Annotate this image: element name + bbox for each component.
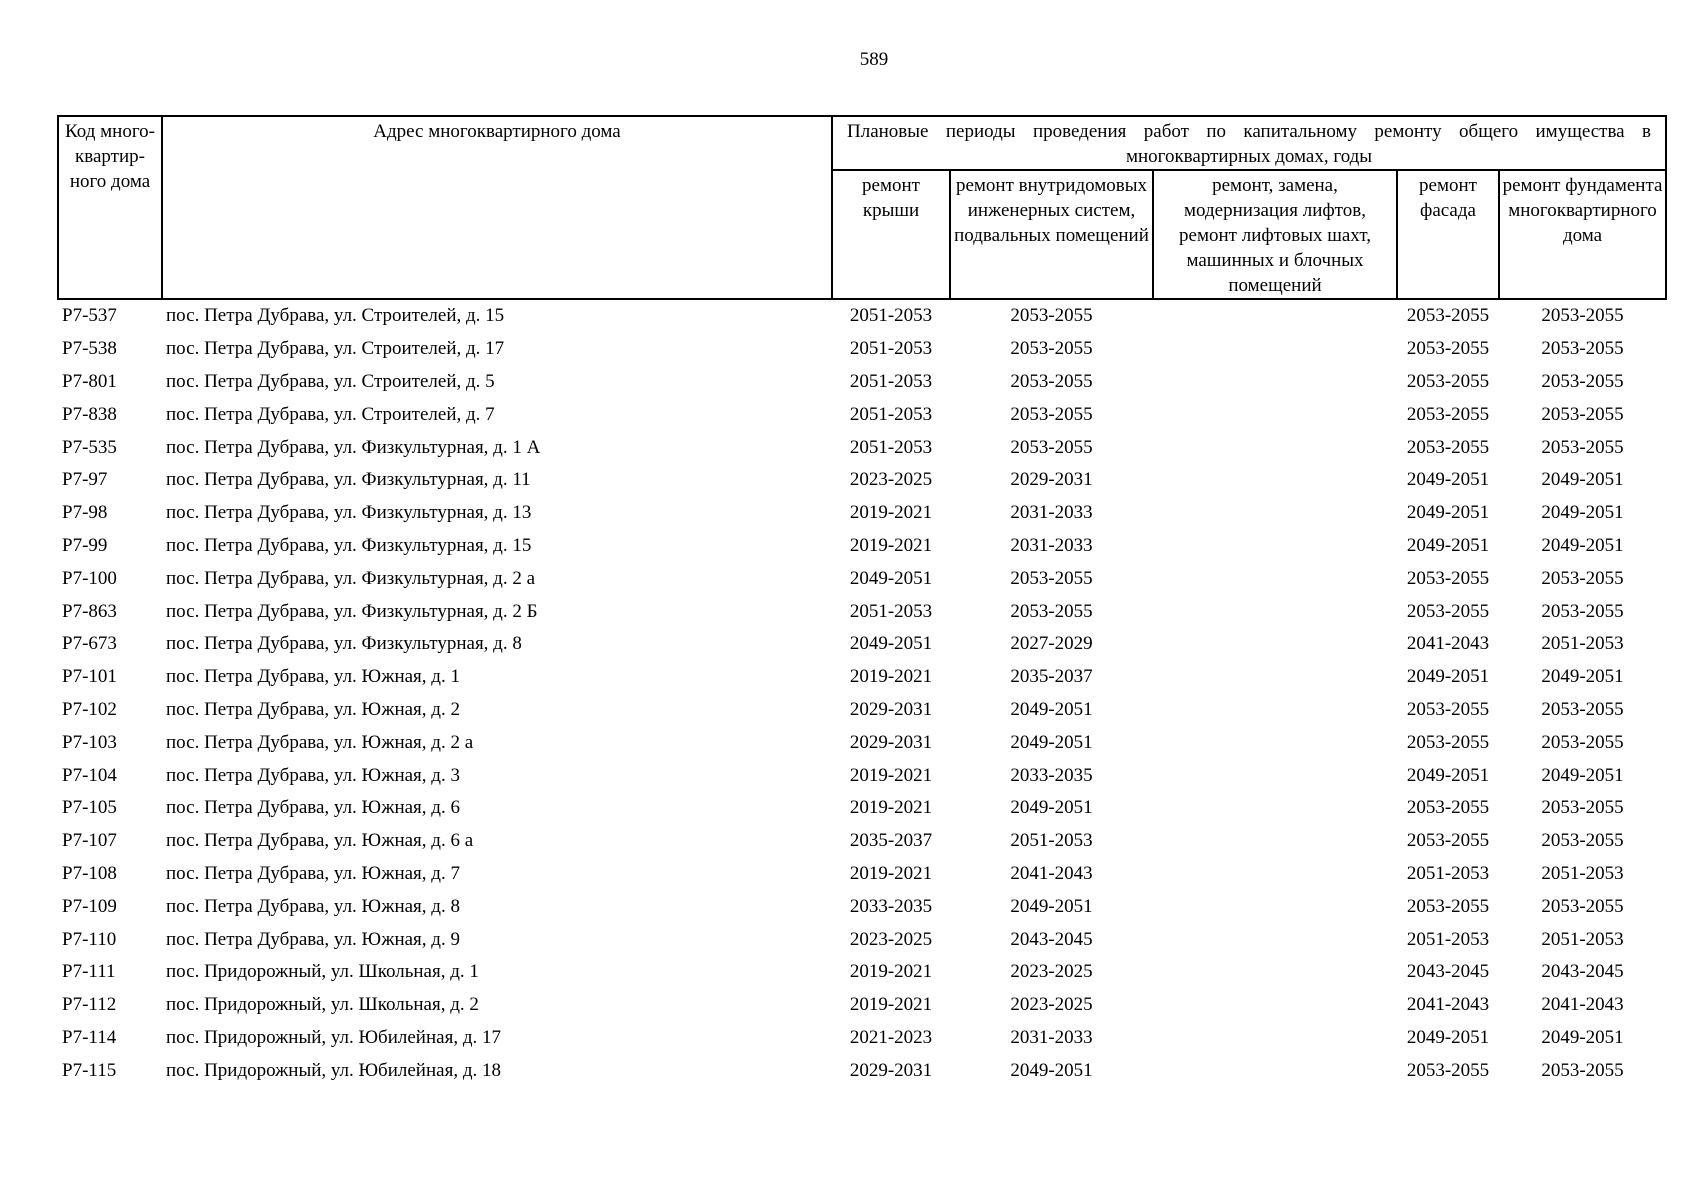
cell-elevators: [1153, 1054, 1397, 1087]
header-periods-text: Плановые периоды проведения работ по капитальному ремонту общего имущества в многоквартирных домах, годы: [847, 121, 1652, 167]
cell-engineering: 2023-2025: [1010, 994, 1093, 1016]
cell-elevators: [1153, 431, 1397, 464]
cell-facade: 2049-2051: [1406, 534, 1490, 556]
cell-facade: 2053-2055: [1406, 731, 1490, 753]
cell-foundation: 2043-2045: [1541, 961, 1624, 983]
table-row: [58, 530, 1666, 563]
cell-address: пос. Петра Дубрава, ул. Южная, д. 2: [166, 698, 460, 720]
cell-address: пос. Петра Дубрава, ул. Южная, д. 3: [166, 764, 460, 786]
cell-roof: 2029-2031: [849, 1059, 933, 1081]
cell-roof: 2019-2021: [849, 994, 933, 1016]
cell-roof: 2051-2053: [849, 436, 933, 458]
cell-roof: 2051-2053: [849, 403, 933, 425]
table-row: [58, 890, 1666, 923]
cell-foundation: 2051-2053: [1541, 633, 1624, 655]
cell-elevators: [1153, 759, 1397, 792]
cell-roof: 2021-2023: [849, 1026, 933, 1048]
cell-elevators: [1153, 333, 1397, 366]
cell-roof: 2019-2021: [849, 764, 933, 786]
table-row: [58, 923, 1666, 956]
cell-address: пос. Петра Дубрава, ул. Физкультурная, д. 2 Б: [166, 600, 538, 622]
cell-roof: 2051-2053: [849, 305, 933, 327]
cell-facade: 2053-2055: [1406, 338, 1490, 360]
cell-facade: 2053-2055: [1406, 403, 1490, 425]
table-row: [58, 299, 1666, 333]
page-number: 589: [859, 49, 889, 70]
cell-address: пос. Петра Дубрава, ул. Физкультурная, д. 11: [166, 469, 531, 491]
cell-code: Р7-99: [62, 534, 108, 556]
cell-facade: 2049-2051: [1406, 764, 1490, 786]
cell-elevators: [1153, 464, 1397, 497]
cell-code: Р7-102: [62, 698, 117, 720]
cell-elevators: [1153, 825, 1397, 858]
cell-elevators: [1153, 694, 1397, 727]
cell-address: пос. Петра Дубрава, ул. Южная, д. 1: [166, 666, 460, 688]
cell-code: Р7-100: [62, 567, 117, 589]
header-engineering: ремонт внутридомовых инженерных систем, подвальных помещений: [950, 170, 1153, 299]
table-row: [58, 694, 1666, 727]
cell-roof: 2019-2021: [849, 502, 933, 524]
table-row: [58, 825, 1666, 858]
cell-foundation: 2049-2051: [1541, 502, 1624, 524]
cell-roof: 2051-2053: [849, 370, 933, 392]
cell-foundation: 2053-2055: [1541, 797, 1624, 819]
table-row: [58, 858, 1666, 891]
cell-address: пос. Придорожный, ул. Школьная, д. 1: [166, 961, 479, 983]
cell-engineering: 2043-2045: [1010, 928, 1093, 950]
cell-elevators: [1153, 858, 1397, 891]
cell-address: пос. Петра Дубрава, ул. Южная, д. 6 а: [166, 830, 474, 852]
cell-engineering: 2033-2035: [1010, 764, 1093, 786]
cell-engineering: 2053-2055: [1010, 567, 1093, 589]
header-elevators: ремонт, замена, модернизация лифтов, ремонт лифтовых шахт, машинных и блочных помещений: [1153, 170, 1397, 299]
table-row: [58, 595, 1666, 628]
cell-facade: 2053-2055: [1406, 830, 1490, 852]
cell-foundation: 2049-2051: [1541, 666, 1624, 688]
cell-roof: 2029-2031: [849, 731, 933, 753]
table-row: [58, 333, 1666, 366]
cell-elevators: [1153, 661, 1397, 694]
cell-roof: 2019-2021: [849, 862, 933, 884]
cell-facade: 2049-2051: [1406, 502, 1490, 524]
cell-code: Р7-537: [62, 305, 117, 327]
cell-foundation: 2053-2055: [1541, 895, 1624, 917]
cell-code: Р7-838: [62, 403, 117, 425]
cell-code: Р7-107: [62, 830, 117, 852]
cell-address: пос. Петра Дубрава, ул. Физкультурная, д. 13: [166, 502, 532, 524]
header-periods: [832, 116, 1666, 170]
cell-engineering: 2051-2053: [1010, 830, 1093, 852]
cell-foundation: 2051-2053: [1541, 862, 1624, 884]
cell-code: Р7-673: [62, 633, 117, 655]
table-row: [58, 562, 1666, 595]
cell-engineering: 2023-2025: [1010, 961, 1093, 983]
cell-elevators: [1153, 792, 1397, 825]
cell-elevators: [1153, 497, 1397, 530]
cell-code: Р7-105: [62, 797, 117, 819]
cell-elevators: [1153, 398, 1397, 431]
cell-elevators: [1153, 923, 1397, 956]
cell-roof: 2023-2025: [849, 928, 933, 950]
table-row: [58, 661, 1666, 694]
cell-address: пос. Петра Дубрава, ул. Строителей, д. 15: [166, 305, 505, 327]
cell-code: Р7-111: [62, 961, 116, 983]
cell-foundation: 2049-2051: [1541, 764, 1624, 786]
cell-roof: 2033-2035: [849, 895, 933, 917]
cell-engineering: 2027-2029: [1010, 633, 1093, 655]
cell-address: пос. Петра Дубрава, ул. Южная, д. 9: [166, 928, 460, 950]
cell-code: Р7-98: [62, 502, 108, 524]
cell-address: пос. Петра Дубрава, ул. Строителей, д. 5: [166, 370, 495, 392]
cell-facade: 2053-2055: [1406, 567, 1490, 589]
cell-elevators: [1153, 595, 1397, 628]
cell-code: Р7-114: [62, 1026, 117, 1048]
cell-code: Р7-863: [62, 600, 117, 622]
cell-address: пос. Петра Дубрава, ул. Физкультурная, д. 2 а: [166, 567, 536, 589]
table-row: [58, 1054, 1666, 1087]
cell-foundation: 2053-2055: [1541, 436, 1624, 458]
table-row: [58, 792, 1666, 825]
cell-code: Р7-801: [62, 370, 117, 392]
cell-elevators: [1153, 562, 1397, 595]
cell-engineering: 2035-2037: [1010, 666, 1093, 688]
cell-roof: 2049-2051: [849, 633, 933, 655]
table-row: [58, 464, 1666, 497]
cell-foundation: 2053-2055: [1541, 567, 1624, 589]
cell-address: пос. Придорожный, ул. Юбилейная, д. 17: [166, 1026, 501, 1048]
cell-foundation: 2053-2055: [1541, 305, 1624, 327]
cell-elevators: [1153, 530, 1397, 563]
cell-roof: 2051-2053: [849, 600, 933, 622]
cell-address: пос. Придорожный, ул. Школьная, д. 2: [166, 994, 479, 1016]
cell-code: Р7-104: [62, 764, 117, 786]
cell-foundation: 2053-2055: [1541, 731, 1624, 753]
cell-code: Р7-112: [62, 994, 117, 1016]
cell-code: Р7-101: [62, 666, 117, 688]
cell-code: Р7-97: [62, 469, 108, 491]
cell-address: пос. Придорожный, ул. Юбилейная, д. 18: [166, 1059, 501, 1081]
cell-foundation: 2049-2051: [1541, 469, 1624, 491]
cell-elevators: [1153, 628, 1397, 661]
table-row: [58, 726, 1666, 759]
cell-engineering: 2053-2055: [1010, 600, 1093, 622]
cell-address: пос. Петра Дубрава, ул. Южная, д. 6: [166, 797, 460, 819]
cell-engineering: 2049-2051: [1010, 895, 1093, 917]
cell-elevators: [1153, 299, 1397, 333]
header-foundation: ремонт фундамента многоквартирного дома: [1499, 170, 1666, 299]
cell-facade: 2053-2055: [1406, 1059, 1490, 1081]
cell-address: пос. Петра Дубрава, ул. Строителей, д. 17: [166, 338, 505, 360]
cell-elevators: [1153, 1022, 1397, 1055]
cell-engineering: 2049-2051: [1010, 731, 1093, 753]
cell-foundation: 2049-2051: [1541, 534, 1624, 556]
cell-engineering: 2031-2033: [1010, 1026, 1093, 1048]
cell-engineering: 2053-2055: [1010, 403, 1093, 425]
table-row: [58, 628, 1666, 661]
header-facade: ремонт фасада: [1397, 170, 1499, 299]
cell-roof: 2023-2025: [849, 469, 933, 491]
cell-elevators: [1153, 726, 1397, 759]
cell-foundation: 2053-2055: [1541, 830, 1624, 852]
cell-facade: 2049-2051: [1406, 469, 1490, 491]
cell-code: Р7-103: [62, 731, 117, 753]
header-roof: ремонт крыши: [832, 170, 950, 299]
cell-engineering: 2053-2055: [1010, 436, 1093, 458]
cell-facade: 2049-2051: [1406, 1026, 1490, 1048]
cell-engineering: 2041-2043: [1010, 862, 1093, 884]
cell-roof: 2019-2021: [849, 666, 933, 688]
cell-engineering: 2031-2033: [1010, 534, 1093, 556]
cell-code: Р7-538: [62, 338, 117, 360]
header-address: Адрес многоквартирного дома: [162, 116, 832, 299]
cell-roof: 2019-2021: [849, 797, 933, 819]
cell-roof: 2019-2021: [849, 961, 933, 983]
table-row: [58, 497, 1666, 530]
cell-code: Р7-108: [62, 862, 117, 884]
repair-schedule-table: [57, 115, 1667, 1087]
cell-address: пос. Петра Дубрава, ул. Физкультурная, д. 1 А: [166, 436, 541, 458]
cell-roof: 2051-2053: [849, 338, 933, 360]
cell-foundation: 2053-2055: [1541, 403, 1624, 425]
cell-foundation: 2053-2055: [1541, 338, 1624, 360]
cell-code: Р7-535: [62, 436, 117, 458]
cell-engineering: 2049-2051: [1010, 698, 1093, 720]
cell-engineering: 2053-2055: [1010, 305, 1093, 327]
cell-facade: 2053-2055: [1406, 895, 1490, 917]
cell-engineering: 2053-2055: [1010, 338, 1093, 360]
cell-facade: 2041-2043: [1406, 994, 1490, 1016]
cell-foundation: 2053-2055: [1541, 600, 1624, 622]
table-row: [58, 759, 1666, 792]
cell-engineering: 2029-2031: [1010, 469, 1093, 491]
cell-address: пос. Петра Дубрава, ул. Строителей, д. 7: [166, 403, 495, 425]
table-row: [58, 431, 1666, 464]
cell-facade: 2051-2053: [1406, 862, 1490, 884]
cell-engineering: 2049-2051: [1010, 1059, 1093, 1081]
cell-foundation: 2041-2043: [1541, 994, 1624, 1016]
table-row: [58, 1022, 1666, 1055]
cell-facade: 2053-2055: [1406, 436, 1490, 458]
cell-facade: 2043-2045: [1406, 961, 1490, 983]
cell-engineering: 2031-2033: [1010, 502, 1093, 524]
cell-facade: 2049-2051: [1406, 666, 1490, 688]
table-row: [58, 989, 1666, 1022]
cell-foundation: 2051-2053: [1541, 928, 1624, 950]
cell-facade: 2053-2055: [1406, 370, 1490, 392]
cell-address: пос. Петра Дубрава, ул. Физкультурная, д. 15: [166, 534, 532, 556]
cell-roof: 2029-2031: [849, 698, 933, 720]
table-body: [58, 299, 1666, 1087]
cell-facade: 2051-2053: [1406, 928, 1490, 950]
cell-elevators: [1153, 956, 1397, 989]
cell-facade: 2041-2043: [1406, 633, 1490, 655]
cell-roof: 2049-2051: [849, 567, 933, 589]
cell-code: Р7-110: [62, 928, 117, 950]
cell-code: Р7-109: [62, 895, 117, 917]
cell-address: пос. Петра Дубрава, ул. Физкультурная, д. 8: [166, 633, 522, 655]
header-code: Код много-квартир-ного дома: [58, 116, 162, 299]
cell-address: пос. Петра Дубрава, ул. Южная, д. 2 а: [166, 731, 474, 753]
cell-code: Р7-115: [62, 1059, 117, 1081]
cell-engineering: 2053-2055: [1010, 370, 1093, 392]
table-row: [58, 956, 1666, 989]
cell-foundation: 2053-2055: [1541, 370, 1624, 392]
cell-elevators: [1153, 989, 1397, 1022]
cell-elevators: [1153, 890, 1397, 923]
table-row: [58, 366, 1666, 399]
cell-elevators: [1153, 366, 1397, 399]
cell-foundation: 2053-2055: [1541, 1059, 1624, 1081]
cell-facade: 2053-2055: [1406, 698, 1490, 720]
cell-facade: 2053-2055: [1406, 797, 1490, 819]
table-header: [58, 116, 1666, 299]
cell-foundation: 2049-2051: [1541, 1026, 1624, 1048]
cell-address: пос. Петра Дубрава, ул. Южная, д. 7: [166, 862, 460, 884]
cell-foundation: 2053-2055: [1541, 698, 1624, 720]
table-row: [58, 398, 1666, 431]
cell-address: пос. Петра Дубрава, ул. Южная, д. 8: [166, 895, 460, 917]
cell-roof: 2019-2021: [849, 534, 933, 556]
cell-engineering: 2049-2051: [1010, 797, 1093, 819]
cell-facade: 2053-2055: [1406, 600, 1490, 622]
cell-facade: 2053-2055: [1406, 305, 1490, 327]
cell-roof: 2035-2037: [849, 830, 933, 852]
